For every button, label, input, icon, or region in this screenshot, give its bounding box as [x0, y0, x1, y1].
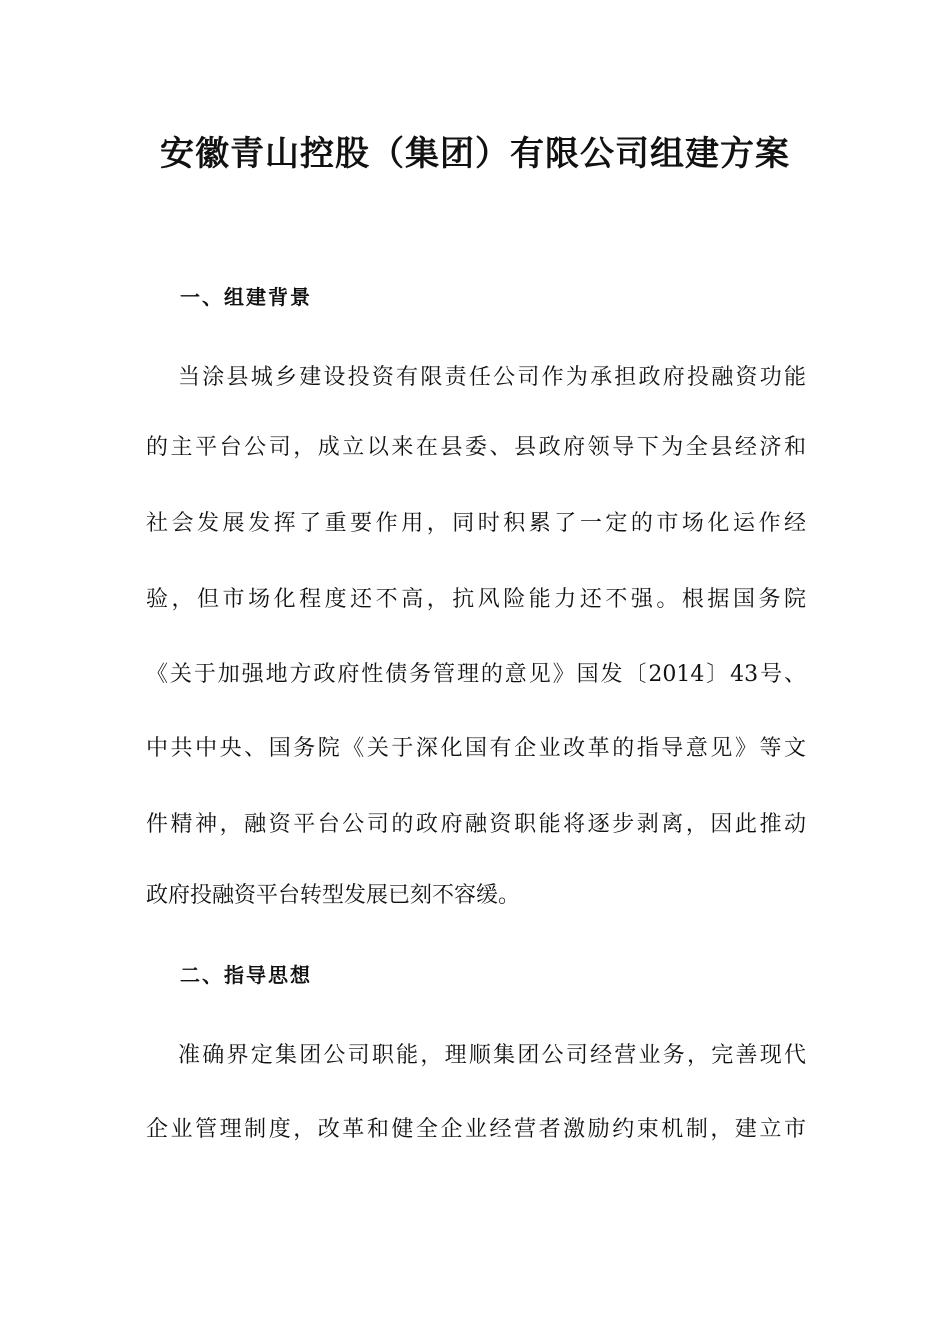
- paragraph-line: 《关于加强地方政府性债务管理的意见》国发〔2014〕43号、: [146, 662, 806, 687]
- paragraph-line: 政府投融资平台转型发展已刻不容缓。: [146, 883, 521, 908]
- paragraph-line: 的主平台公司，成立以来在县委、县政府领导下为全县经济和: [146, 435, 806, 460]
- paragraph-line: 件精神，融资平台公司的政府融资职能将逐步剥离，因此推动: [146, 812, 806, 837]
- section-heading-guiding-ideology: 二、指导思想: [180, 963, 312, 987]
- paragraph-line: 准确界定集团公司职能，理顺集团公司经营业务，完善现代: [178, 1043, 806, 1068]
- paragraph-line: 验，但市场化程度还不高，抗风险能力还不强。根据国务院: [146, 587, 806, 612]
- paragraph-line: 社会发展发挥了重要作用，同时积累了一定的市场化运作经: [146, 511, 806, 536]
- document-title: 安徽青山控股（集团）有限公司组建方案: [160, 134, 790, 174]
- paragraph-line: 中共中央、国务院《关于深化国有企业改革的指导意见》等文: [146, 736, 806, 761]
- paragraph-line: 当涂县城乡建设投资有限责任公司作为承担政府投融资功能: [178, 365, 806, 390]
- paragraph-line: 企业管理制度，改革和健全企业经营者激励约束机制，建立市: [146, 1117, 806, 1142]
- section-heading-background: 一、组建背景: [180, 285, 312, 309]
